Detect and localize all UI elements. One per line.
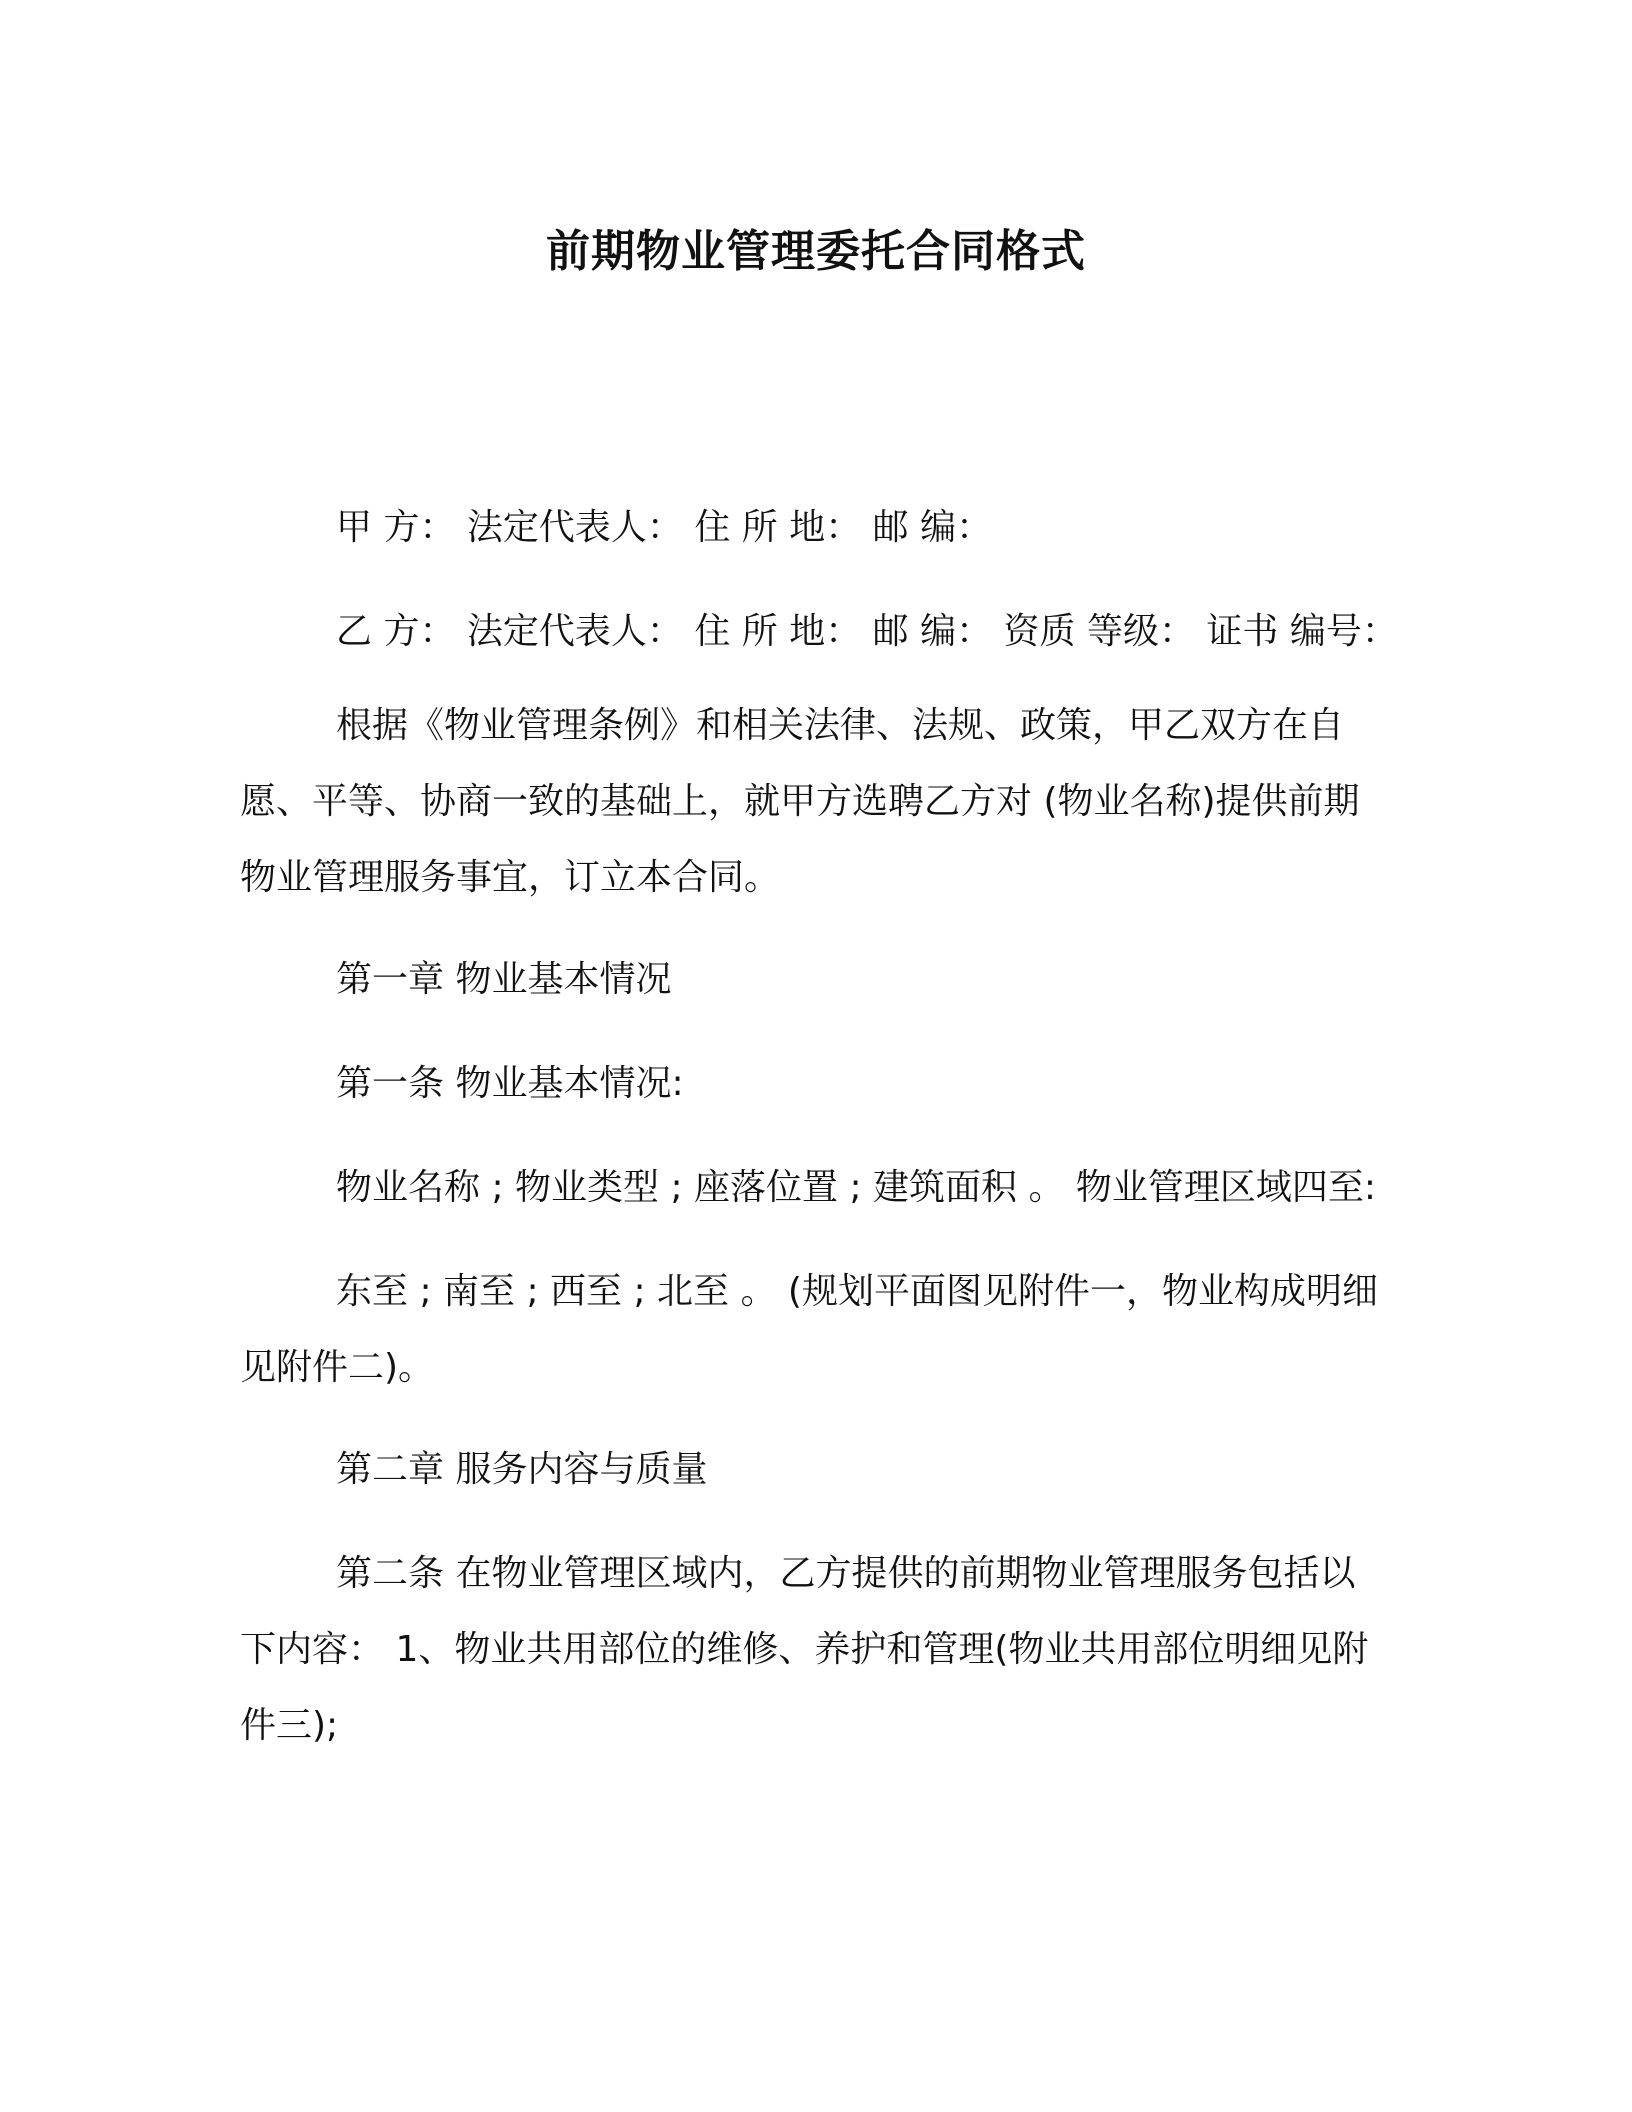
party-a-line: 甲 方： 法定代表人： 住 所 地： 邮 编： <box>336 507 993 548</box>
preamble-paragraph: 根据《物业管理条例》和相关法律、法规、政策，甲乙双方在自愿、平等、协商一致的基础上，就甲方选聘乙方对 (物业名称)提供前期物业管理服务事宜，订立本合同。 <box>240 705 1360 898</box>
article-one-heading: 第一条 物业基本情况: <box>336 1063 684 1104</box>
party-b-line: 乙 方： 法定代表人： 住 所 地： 邮 编： 资质 等级： 证书 编号： <box>336 611 1398 652</box>
chapter-one-heading: 第一章 物业基本情况 <box>336 959 672 1000</box>
property-info-line: 物业名称 ; 物业类型 ; 座落位置 ; 建筑面积 。 物业管理区域四至: <box>336 1167 1377 1208</box>
chapter-two-heading: 第二章 服务内容与质量 <box>336 1449 708 1490</box>
page-title: 前期物业管理委托合同格式 <box>546 226 1086 277</box>
article-two-paragraph: 第二条 在物业管理区域内，乙方提供的前期物业管理服务包括以下内容： 1、物业共用部位的维修、养护和管理(物业共用部位明细见附件三); <box>240 1553 1369 1746</box>
boundaries-paragraph: 东至 ; 南至 ; 西至 ; 北至 。 (规划平面图见附件一，物业构成明细见附件二)。 <box>240 1271 1378 1388</box>
